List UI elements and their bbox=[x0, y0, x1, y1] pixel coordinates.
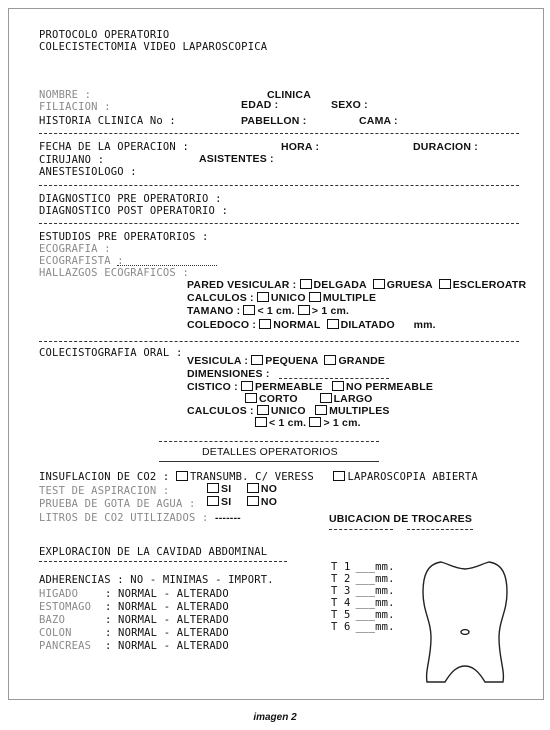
option-largo: LARGO bbox=[333, 393, 373, 405]
trocar-value: ___mm. bbox=[355, 621, 395, 633]
checkbox-largo[interactable] bbox=[320, 393, 332, 403]
option-corto: CORTO bbox=[259, 393, 298, 405]
estudios-title: ESTUDIOS PRE OPERATORIOS : bbox=[39, 231, 209, 243]
nombre-label: NOMBRE : bbox=[39, 89, 92, 101]
organ-status: : NORMAL - ALTERADO bbox=[105, 588, 229, 600]
prueba-options bbox=[207, 496, 277, 508]
checkbox-oral-unico[interactable] bbox=[257, 405, 269, 415]
separator bbox=[39, 223, 519, 224]
checkbox-no-permeable[interactable] bbox=[332, 381, 344, 391]
trocar-value: ___mm. bbox=[355, 609, 395, 621]
option-prueba-si: SI bbox=[221, 496, 232, 508]
checkbox-unico[interactable] bbox=[257, 292, 269, 302]
trocar-label: T 1 bbox=[331, 561, 351, 573]
option-prueba-no: NO bbox=[260, 496, 278, 508]
cistico-row-2 bbox=[245, 393, 372, 405]
organ-row bbox=[39, 588, 229, 600]
checkbox-test-no[interactable] bbox=[247, 483, 259, 493]
trocar-row bbox=[331, 621, 395, 633]
separator bbox=[159, 461, 379, 462]
anestesiologo-label: ANESTESIOLOGO : bbox=[39, 166, 137, 178]
option-test-si: SI bbox=[221, 483, 232, 495]
option-no-permeable: NO PERMEABLE bbox=[346, 381, 434, 393]
checkbox-mayor-1cm[interactable] bbox=[298, 305, 310, 315]
separator bbox=[39, 561, 287, 562]
trocar-value: ___mm. bbox=[355, 561, 395, 573]
option-oral-mayor-1cm: > 1 cm. bbox=[323, 417, 361, 429]
option-delgada: DELGADA bbox=[313, 279, 367, 291]
hallazgos-label: HALLAZGOS ECOGRAFICOS : bbox=[39, 267, 189, 279]
option-menor-1cm: < 1 cm. bbox=[257, 305, 295, 317]
calculos-label: CALCULOS : bbox=[187, 292, 254, 304]
separator bbox=[159, 441, 379, 442]
option-unico: UNICO bbox=[270, 292, 306, 304]
organ-row bbox=[39, 601, 229, 613]
coledoco-row bbox=[187, 319, 436, 331]
trocar-label: T 6 bbox=[331, 621, 351, 633]
ubicacion-trocares-title: UBICACION DE TROCARES bbox=[329, 513, 473, 525]
option-oral-multiples: MULTIPLES bbox=[329, 405, 390, 417]
clinica-label: CLINICA bbox=[267, 89, 311, 101]
cama-label: CAMA : bbox=[359, 115, 398, 127]
edad-label: EDAD : bbox=[241, 99, 279, 111]
pared-label: PARED VESICULAR : bbox=[187, 279, 297, 291]
filiacion-label: FILIACION : bbox=[39, 101, 111, 113]
separator bbox=[329, 529, 393, 530]
checkbox-oral-menor-1cm[interactable] bbox=[255, 417, 267, 427]
insuflacion-row bbox=[39, 471, 478, 483]
separator bbox=[407, 529, 473, 530]
checkbox-gruesa[interactable] bbox=[373, 279, 385, 289]
checkbox-coledoco-dilatado[interactable] bbox=[327, 319, 339, 329]
checkbox-test-si[interactable] bbox=[207, 483, 219, 493]
calculos-oral-row-1 bbox=[187, 405, 390, 417]
option-escleroatr: ESCLEROATR bbox=[452, 279, 527, 291]
trocar-row bbox=[331, 585, 395, 597]
test-aspiracion-label: TEST DE ASPIRACION : bbox=[39, 485, 170, 497]
organ-label: PANCREAS bbox=[39, 640, 92, 652]
trocar-label: T 3 bbox=[331, 585, 351, 597]
separator bbox=[39, 341, 519, 342]
test-options bbox=[207, 483, 277, 495]
checkbox-laparoscopia[interactable] bbox=[333, 471, 345, 481]
insuflacion-label: INSUFLACION DE CO2 : bbox=[39, 471, 170, 483]
trocar-row bbox=[331, 609, 395, 621]
calculos-row bbox=[187, 292, 376, 304]
cirujano-label: CIRUJANO : bbox=[39, 154, 105, 166]
checkbox-permeable[interactable] bbox=[241, 381, 253, 391]
dimensiones-label: DIMENSIONES : bbox=[187, 368, 270, 380]
organ-status: : NORMAL - ALTERADO bbox=[105, 614, 229, 626]
option-multiple: MULTIPLE bbox=[322, 292, 377, 304]
checkbox-prueba-si[interactable] bbox=[207, 496, 219, 506]
coledoco-label: COLEDOCO : bbox=[187, 319, 257, 331]
organ-label: BAZO bbox=[39, 614, 66, 626]
vesicula-label: VESICULA : bbox=[187, 355, 249, 367]
checkbox-multiple[interactable] bbox=[309, 292, 321, 302]
cistico-row-1 bbox=[187, 381, 433, 393]
trocar-label: T 2 bbox=[331, 573, 351, 585]
trocar-row bbox=[331, 597, 395, 609]
trocar-label: T 5 bbox=[331, 609, 351, 621]
separator bbox=[39, 133, 519, 134]
diagnostico-pre-label: DIAGNOSTICO PRE OPERATORIO : bbox=[39, 193, 222, 205]
ecografia-label: ECOGRAFIA : bbox=[39, 243, 111, 255]
checkbox-escleroatr[interactable] bbox=[439, 279, 451, 289]
organ-status: : NORMAL - ALTERADO bbox=[105, 601, 229, 613]
trocar-value: ___mm. bbox=[355, 573, 395, 585]
tamano-label: TAMANO : bbox=[187, 305, 241, 317]
option-grande: GRANDE bbox=[338, 355, 386, 367]
trocar-row bbox=[331, 561, 395, 573]
option-coledoco-normal: NORMAL bbox=[273, 319, 321, 331]
checkbox-corto[interactable] bbox=[245, 393, 257, 403]
checkbox-transumb[interactable] bbox=[176, 471, 188, 481]
organ-label: HIGADO bbox=[39, 588, 79, 600]
checkbox-prueba-no[interactable] bbox=[247, 496, 259, 506]
option-oral-menor-1cm: < 1 cm. bbox=[269, 417, 307, 429]
option-gruesa: GRUESA bbox=[386, 279, 433, 291]
organ-status: : NORMAL - ALTERADO bbox=[105, 627, 229, 639]
duracion-label: DURACION : bbox=[413, 141, 478, 153]
option-test-no: NO bbox=[260, 483, 278, 495]
trocar-value: ___mm. bbox=[355, 597, 395, 609]
cistico-label: CISTICO : bbox=[187, 381, 238, 393]
option-permeable: PERMEABLE bbox=[254, 381, 323, 393]
separator bbox=[39, 185, 519, 186]
organ-row bbox=[39, 627, 229, 639]
trocar-value: ___mm. bbox=[355, 585, 395, 597]
option-pequena: PEQUENA bbox=[265, 355, 319, 367]
checkbox-delgada[interactable] bbox=[300, 279, 312, 289]
trocar-label: T 4 bbox=[331, 597, 351, 609]
ecografista-label: ECOGRAFISTA : bbox=[39, 255, 124, 267]
pared-vesicular-row bbox=[187, 279, 526, 291]
organ-label: COLON bbox=[39, 627, 72, 639]
organ-row bbox=[39, 614, 229, 626]
checkbox-pequena[interactable] bbox=[251, 355, 263, 365]
tamano-row bbox=[187, 305, 349, 317]
form-title-line2: COLECISTECTOMIA VIDEO LAPAROSCOPICA bbox=[39, 41, 268, 53]
calculos-oral-row-2 bbox=[255, 417, 361, 429]
option-transumb: TRANSUMB. C/ VERESS bbox=[189, 471, 314, 483]
dimensiones-blank bbox=[279, 378, 389, 379]
trocar-row bbox=[331, 573, 395, 585]
colecistografia-title: COLECISTOGRAFIA ORAL : bbox=[39, 347, 183, 359]
exploracion-title: EXPLORACION DE LA CAVIDAD ABDOMINAL bbox=[39, 546, 268, 558]
coledoco-unit: mm. bbox=[413, 319, 436, 331]
detalles-title: DETALLES OPERATORIOS bbox=[202, 446, 338, 458]
figure-caption: imagen 2 bbox=[253, 712, 297, 723]
fecha-label: FECHA DE LA OPERACION : bbox=[39, 141, 189, 153]
adherencias-label: ADHERENCIAS : NO - MINIMAS - IMPORT. bbox=[39, 574, 274, 586]
checkbox-oral-mayor-1cm[interactable] bbox=[309, 417, 321, 427]
hora-label: HORA : bbox=[281, 141, 320, 153]
torso-diagram bbox=[419, 554, 511, 684]
organ-label: ESTOMAGO bbox=[39, 601, 92, 613]
vesicula-row bbox=[187, 355, 385, 367]
diagnostico-post-label: DIAGNOSTICO POST OPERATORIO : bbox=[39, 205, 229, 217]
option-oral-unico: UNICO bbox=[270, 405, 306, 417]
calculos-oral-label: CALCULOS : bbox=[187, 405, 254, 417]
option-coledoco-dilatado: DILATADO bbox=[340, 319, 395, 331]
prueba-gota-label: PRUEBA DE GOTA DE AGUA : bbox=[39, 498, 196, 510]
pabellon-label: PABELLON : bbox=[241, 115, 307, 127]
organ-status: : NORMAL - ALTERADO bbox=[105, 640, 229, 652]
sexo-label: SEXO : bbox=[331, 99, 368, 111]
checkbox-grande[interactable] bbox=[324, 355, 336, 365]
ecografista-blank bbox=[117, 265, 217, 266]
checkbox-coledoco-normal[interactable] bbox=[259, 319, 271, 329]
option-laparoscopia: LAPAROSCOPIA ABIERTA bbox=[347, 471, 478, 483]
form-title-line1: PROTOCOLO OPERATORIO bbox=[39, 29, 170, 41]
checkbox-menor-1cm[interactable] bbox=[243, 305, 255, 315]
litros-co2-label: LITROS DE CO2 UTILIZADOS : bbox=[39, 512, 209, 524]
historia-label: HISTORIA CLINICA No : bbox=[39, 115, 176, 127]
option-mayor-1cm: > 1 cm. bbox=[311, 305, 350, 317]
navel-marker bbox=[461, 630, 469, 635]
organ-row bbox=[39, 640, 229, 652]
checkbox-oral-multiples[interactable] bbox=[315, 405, 327, 415]
litros-co2-blank: ------- bbox=[215, 512, 241, 524]
asistentes-label: ASISTENTES : bbox=[199, 153, 274, 165]
form-page bbox=[8, 8, 544, 700]
